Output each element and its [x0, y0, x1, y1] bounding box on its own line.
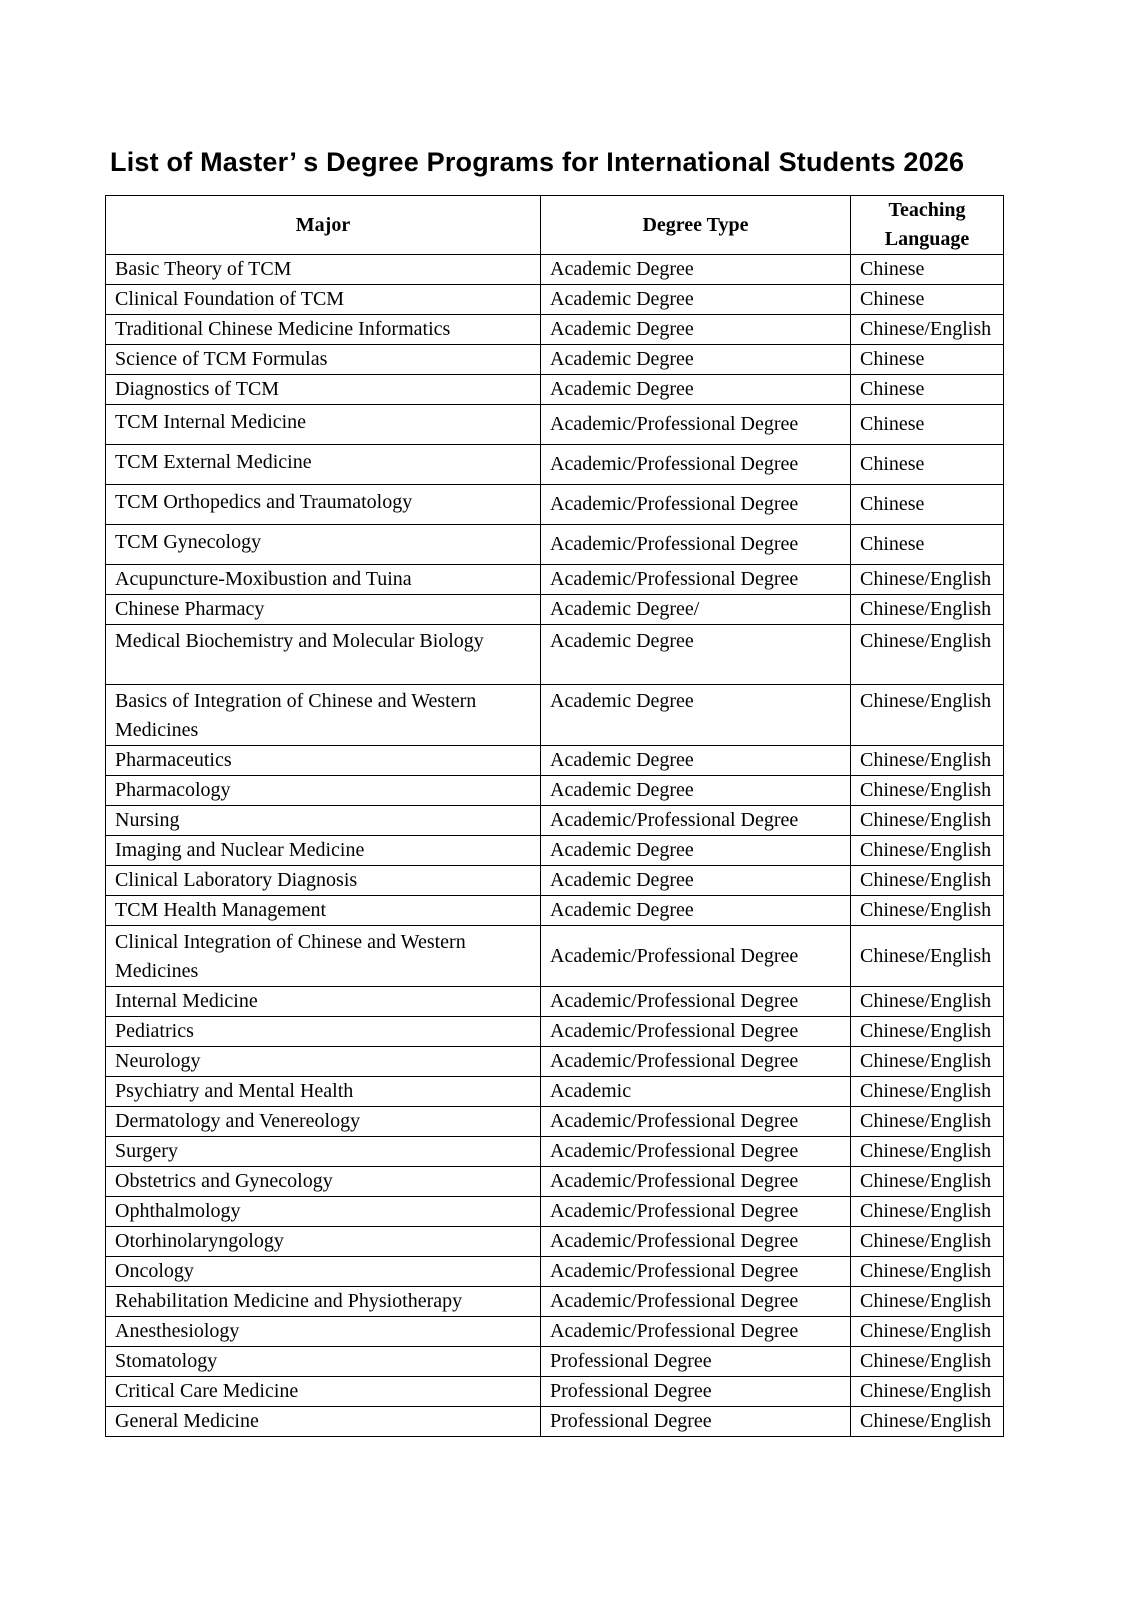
cell-major: Chinese Pharmacy	[106, 595, 541, 625]
cell-degree-type: Academic/Professional Degree	[541, 1017, 851, 1047]
table-row	[106, 836, 1004, 866]
table-row	[106, 1407, 1004, 1437]
cell-degree-type: Academic Degree	[541, 255, 851, 285]
table-row	[106, 1137, 1004, 1167]
table-row	[106, 1167, 1004, 1197]
cell-degree-type: Professional Degree	[541, 1377, 851, 1407]
cell-teaching-language: Chinese/English	[851, 1137, 1004, 1167]
table-row	[106, 926, 1004, 987]
cell-teaching-language: Chinese	[851, 405, 1004, 445]
cell-major: Basics of Integration of Chinese and Western Medicines	[106, 685, 541, 746]
cell-major: Clinical Laboratory Diagnosis	[106, 866, 541, 896]
cell-degree-type: Academic/Professional Degree	[541, 926, 851, 987]
cell-major: Oncology	[106, 1257, 541, 1287]
col-header-degree-type: Degree Type	[541, 196, 851, 255]
table-row	[106, 1257, 1004, 1287]
cell-major: TCM Health Management	[106, 896, 541, 926]
cell-degree-type: Academic/Professional Degree	[541, 1137, 851, 1167]
cell-degree-type: Academic/Professional Degree	[541, 445, 851, 485]
cell-major: Otorhinolaryngology	[106, 1227, 541, 1257]
page-title: List of Master’ s Degree Programs for International Students 2026	[110, 147, 965, 177]
cell-degree-type: Academic/Professional Degree	[541, 1047, 851, 1077]
table-row	[106, 445, 1004, 485]
cell-teaching-language: Chinese/English	[851, 1197, 1004, 1227]
cell-degree-type: Academic/Professional Degree	[541, 485, 851, 525]
cell-teaching-language: Chinese/English	[851, 1227, 1004, 1257]
cell-major: Diagnostics of TCM	[106, 375, 541, 405]
cell-degree-type: Academic Degree	[541, 866, 851, 896]
cell-degree-type: Academic Degree	[541, 285, 851, 315]
cell-degree-type: Academic Degree	[541, 776, 851, 806]
table-row	[106, 896, 1004, 926]
cell-teaching-language: Chinese/English	[851, 1107, 1004, 1137]
cell-degree-type: Academic/Professional Degree	[541, 1257, 851, 1287]
cell-major: Dermatology and Venereology	[106, 1107, 541, 1137]
cell-major: Medical Biochemistry and Molecular Biology	[106, 625, 541, 685]
cell-major: Ophthalmology	[106, 1197, 541, 1227]
cell-major: Clinical Integration of Chinese and Western Medicines	[106, 926, 541, 987]
col-header-major: Major	[106, 196, 541, 255]
cell-degree-type: Academic/Professional Degree	[541, 1317, 851, 1347]
cell-major: Traditional Chinese Medicine Informatics	[106, 315, 541, 345]
cell-major: Acupuncture-Moxibustion and Tuina	[106, 565, 541, 595]
cell-major: Surgery	[106, 1137, 541, 1167]
cell-degree-type: Academic	[541, 1077, 851, 1107]
cell-teaching-language: Chinese/English	[851, 1317, 1004, 1347]
cell-degree-type: Academic/Professional Degree	[541, 1167, 851, 1197]
cell-degree-type: Academic Degree	[541, 896, 851, 926]
cell-degree-type: Academic/Professional Degree	[541, 1287, 851, 1317]
table-row	[106, 1107, 1004, 1137]
cell-major: Pharmaceutics	[106, 746, 541, 776]
cell-major: TCM Orthopedics and Traumatology	[106, 485, 541, 525]
cell-teaching-language: Chinese/English	[851, 1047, 1004, 1077]
cell-teaching-language: Chinese/English	[851, 896, 1004, 926]
cell-degree-type: Academic/Professional Degree	[541, 987, 851, 1017]
cell-teaching-language: Chinese/English	[851, 987, 1004, 1017]
cell-major: Anesthesiology	[106, 1317, 541, 1347]
cell-degree-type: Academic Degree	[541, 746, 851, 776]
cell-degree-type: Professional Degree	[541, 1407, 851, 1437]
cell-major: Internal Medicine	[106, 987, 541, 1017]
table-body	[106, 255, 1004, 1437]
cell-teaching-language: Chinese/English	[851, 1257, 1004, 1287]
cell-major: Clinical Foundation of TCM	[106, 285, 541, 315]
cell-teaching-language: Chinese	[851, 255, 1004, 285]
cell-teaching-language: Chinese	[851, 525, 1004, 565]
cell-major: Basic Theory of TCM	[106, 255, 541, 285]
table-row	[106, 1077, 1004, 1107]
cell-degree-type: Academic/Professional Degree	[541, 1107, 851, 1137]
cell-teaching-language: Chinese/English	[851, 1287, 1004, 1317]
cell-teaching-language: Chinese/English	[851, 685, 1004, 746]
table-row	[106, 595, 1004, 625]
cell-degree-type: Academic/Professional Degree	[541, 1197, 851, 1227]
cell-degree-type: Academic Degree	[541, 375, 851, 405]
cell-major: Stomatology	[106, 1347, 541, 1377]
table-row	[106, 1287, 1004, 1317]
table-row	[106, 1347, 1004, 1377]
table-row	[106, 1377, 1004, 1407]
cell-degree-type: Academic/Professional Degree	[541, 405, 851, 445]
cell-degree-type: Academic/Professional Degree	[541, 1227, 851, 1257]
cell-degree-type: Academic Degree	[541, 625, 851, 685]
table-row	[106, 806, 1004, 836]
table-row	[106, 1227, 1004, 1257]
cell-degree-type: Academic Degree	[541, 345, 851, 375]
cell-major: Psychiatry and Mental Health	[106, 1077, 541, 1107]
cell-teaching-language: Chinese/English	[851, 315, 1004, 345]
cell-teaching-language: Chinese/English	[851, 1017, 1004, 1047]
cell-degree-type: Professional Degree	[541, 1347, 851, 1377]
table-row	[106, 1197, 1004, 1227]
table-header	[106, 196, 1004, 255]
cell-degree-type: Academic Degree	[541, 685, 851, 746]
table-row	[106, 375, 1004, 405]
cell-major: Obstetrics and Gynecology	[106, 1167, 541, 1197]
cell-teaching-language: Chinese/English	[851, 746, 1004, 776]
cell-major: General Medicine	[106, 1407, 541, 1437]
table-row	[106, 685, 1004, 746]
table-row	[106, 866, 1004, 896]
table-row	[106, 987, 1004, 1017]
cell-teaching-language: Chinese/English	[851, 1407, 1004, 1437]
cell-teaching-language: Chinese/English	[851, 1377, 1004, 1407]
cell-teaching-language: Chinese/English	[851, 866, 1004, 896]
cell-teaching-language: Chinese	[851, 345, 1004, 375]
cell-teaching-language: Chinese/English	[851, 1347, 1004, 1377]
table-row	[106, 255, 1004, 285]
table-row	[106, 485, 1004, 525]
table-row	[106, 1317, 1004, 1347]
cell-major: TCM Internal Medicine	[106, 405, 541, 445]
programs-table	[105, 195, 1004, 1437]
cell-major: Imaging and Nuclear Medicine	[106, 836, 541, 866]
cell-teaching-language: Chinese	[851, 285, 1004, 315]
cell-major: Critical Care Medicine	[106, 1377, 541, 1407]
table-row	[106, 1047, 1004, 1077]
table-row	[106, 776, 1004, 806]
cell-degree-type: Academic Degree	[541, 836, 851, 866]
cell-teaching-language: Chinese/English	[851, 1077, 1004, 1107]
table-row	[106, 746, 1004, 776]
cell-major: Rehabilitation Medicine and Physiotherapy	[106, 1287, 541, 1317]
cell-degree-type: Academic/Professional Degree	[541, 565, 851, 595]
cell-degree-type: Academic Degree	[541, 315, 851, 345]
table-row	[106, 285, 1004, 315]
cell-degree-type: Academic Degree/	[541, 595, 851, 625]
table-row	[106, 565, 1004, 595]
cell-teaching-language: Chinese	[851, 375, 1004, 405]
table-row	[106, 345, 1004, 375]
cell-major: TCM External Medicine	[106, 445, 541, 485]
cell-teaching-language: Chinese/English	[851, 836, 1004, 866]
cell-teaching-language: Chinese/English	[851, 595, 1004, 625]
cell-major: Pharmacology	[106, 776, 541, 806]
cell-teaching-language: Chinese	[851, 445, 1004, 485]
cell-teaching-language: Chinese/English	[851, 565, 1004, 595]
cell-teaching-language: Chinese/English	[851, 625, 1004, 685]
table-row	[106, 315, 1004, 345]
cell-teaching-language: Chinese/English	[851, 926, 1004, 987]
table-row	[106, 1017, 1004, 1047]
cell-teaching-language: Chinese/English	[851, 776, 1004, 806]
table-row	[106, 625, 1004, 685]
cell-teaching-language: Chinese/English	[851, 806, 1004, 836]
col-header-teaching-language: Teaching Language	[851, 196, 1004, 255]
cell-teaching-language: Chinese/English	[851, 1167, 1004, 1197]
cell-major: TCM Gynecology	[106, 525, 541, 565]
table-row	[106, 525, 1004, 565]
cell-degree-type: Academic/Professional Degree	[541, 525, 851, 565]
table-row	[106, 405, 1004, 445]
cell-major: Neurology	[106, 1047, 541, 1077]
cell-major: Nursing	[106, 806, 541, 836]
cell-major: Science of TCM Formulas	[106, 345, 541, 375]
cell-major: Pediatrics	[106, 1017, 541, 1047]
cell-teaching-language: Chinese	[851, 485, 1004, 525]
cell-degree-type: Academic/Professional Degree	[541, 806, 851, 836]
header-row	[106, 196, 1004, 255]
